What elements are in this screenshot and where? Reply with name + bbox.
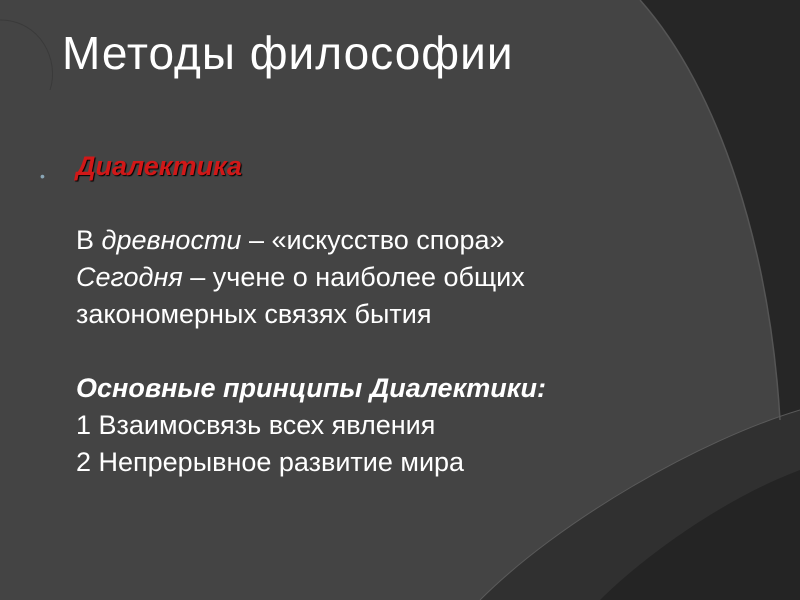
today-line [76,259,680,296]
bullet-icon: • [40,168,45,184]
spacer [76,333,680,370]
antiquity-term: древности [101,225,242,255]
principle-item-2: 2 Непрерывное развитие мира [76,447,465,477]
antiquity-text: – «искусство спора» [241,225,505,255]
today-text-1: – учене о наиболее общих [182,262,525,292]
section-heading: Диалектика [76,151,243,181]
principles-heading: Основные принципы Диалектики: [76,373,546,403]
antiquity-label: В [76,225,102,255]
slide-title: Методы философии [62,27,514,79]
antiquity-line [76,222,680,259]
today-text-2: закономерных связях бытия [76,299,432,329]
spacer [76,185,680,222]
slide-content [40,148,680,481]
principle-item-1: 1 Взаимосвязь всех явления [76,410,436,440]
bullet-body [76,148,680,481]
today-term: Сегодня [76,262,183,292]
